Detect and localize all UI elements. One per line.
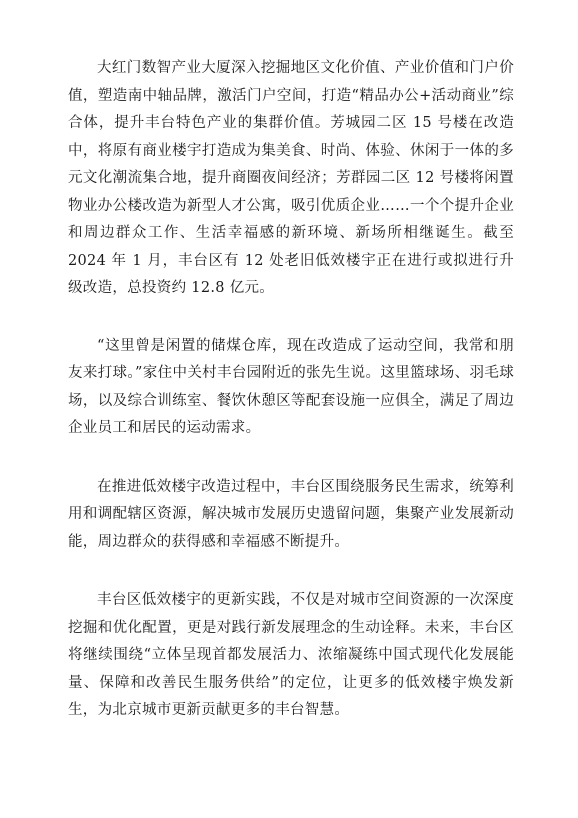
article-paragraph: 大红门数智产业大厦深入挖掘地区文化价值、产业价值和门户价值，塑造南中轴品牌，激活门户空间，打造“精品办公+活动商业”综合体，提升丰台特色产业的集群价值。芳城园二区 15 号楼在改造中，将原有商业楼宇打造成为集美食、时尚、体验、休闲于一体的多元文化潮流集合地，提升商圈夜间经济；芳群园二区 12 号楼将闲置物业办公楼改造为新型人才公寓，吸引优质企业……一个个提升企业和周边群众工作、生活幸福感的新环境、新场所相继诞生。截至 2024 年 1 月，丰台区有 12 处老旧低效楼宇正在进行或拟进行升级改造，总投资约 12.8 亿元。 (68, 60, 514, 296)
article-body (68, 55, 514, 725)
article-paragraph: “这里曾是闲置的储煤仓库，现在改造成了运动空间，我常和朋友来打球。”家住中关村丰台园附近的张先生说。这里篮球场、羽毛球场，以及综合训练室、餐饮休憩区等配套设施一应俱全，满足了周边企业员工和居民的运动需求。 (68, 337, 514, 436)
article-paragraph: 在推进低效楼宇改造过程中，丰台区围绕服务民生需求，统筹利用和调配辖区资源，解决城市发展历史遗留问题，集聚产业发展新动能，周边群众的获得感和幸福感不断提升。 (68, 478, 514, 550)
article-paragraph: 丰台区低效楼宇的更新实践，不仅是对城市空间资源的一次深度挖掘和优化配置，更是对践行新发展理念的生动诠释。未来，丰台区将继续围绕“立体呈现首都发展活力、浓缩凝练中国式现代化发展能量、保障和改善民生服务供给”的定位，让更多的低效楼宇焕发新生，为北京城市更新贡献更多的丰台智慧。 (68, 592, 514, 718)
